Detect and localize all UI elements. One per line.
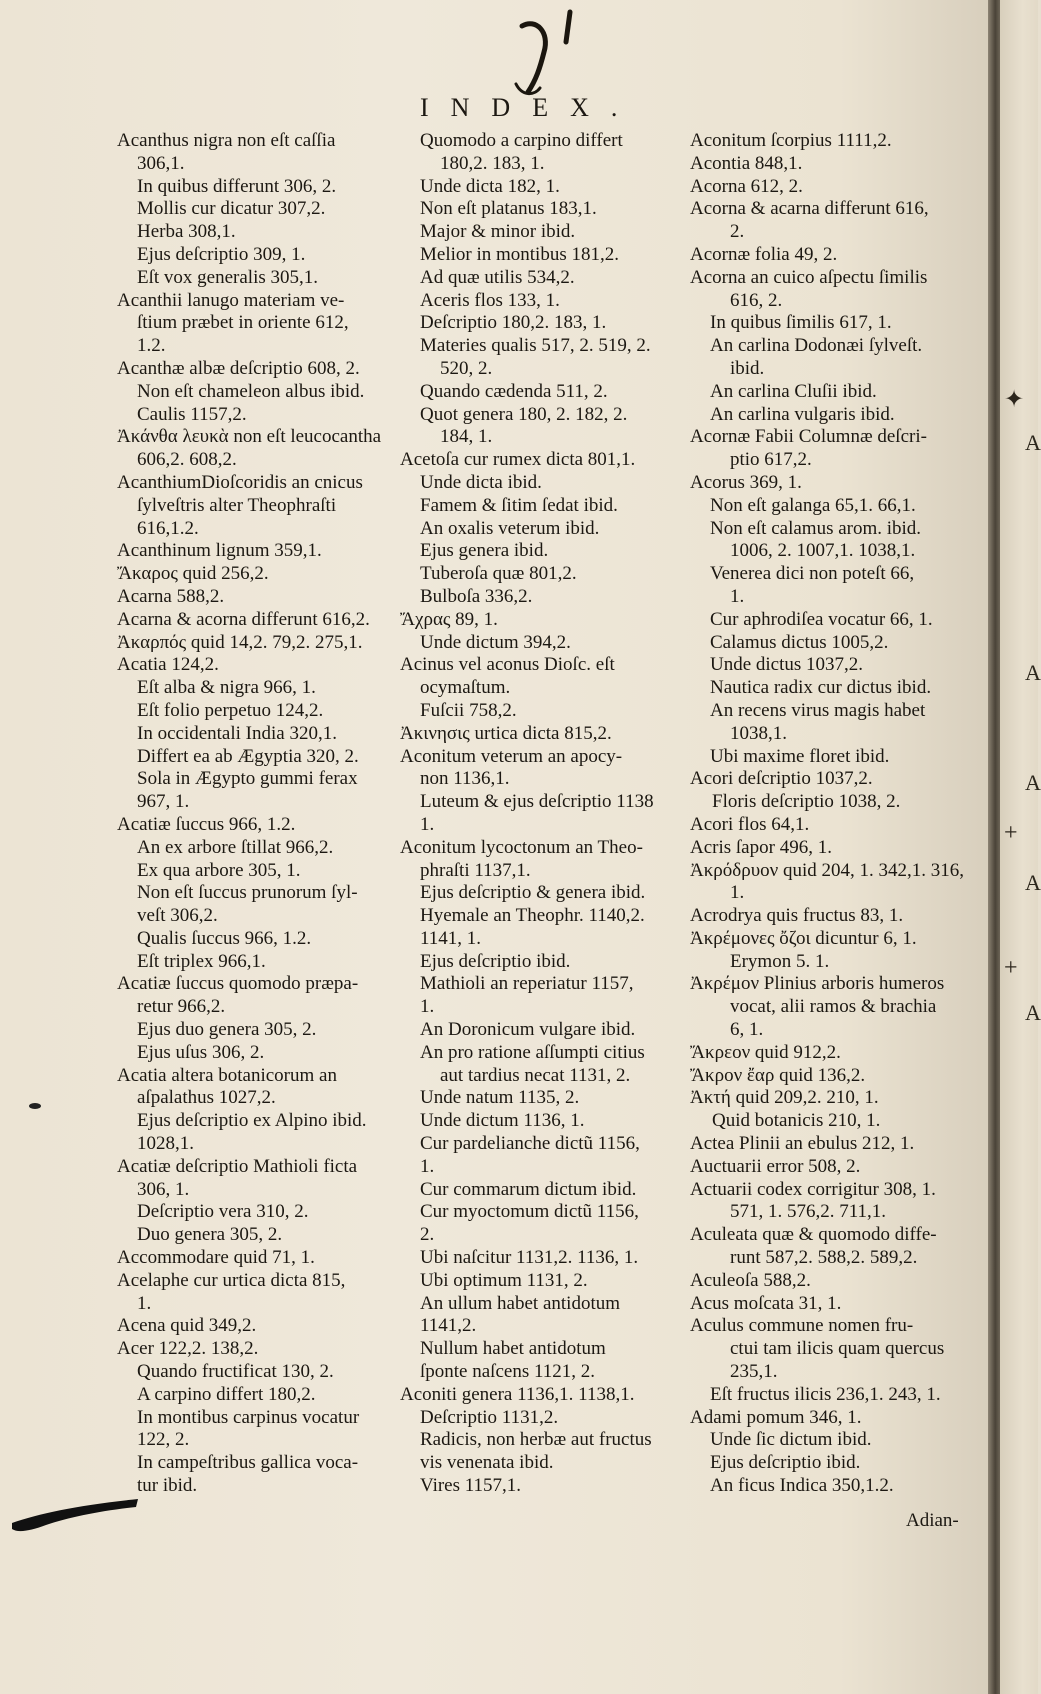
index-subentry: Aceris flos 133, 1.	[420, 289, 560, 311]
index-subentry: Nautica radix cur dictus ibid.	[710, 677, 932, 699]
index-entry: Acer 122,2. 138,2.	[117, 1338, 259, 1360]
index-subentry: 6, 1.	[730, 1019, 764, 1041]
index-column-2	[400, 130, 685, 1498]
index-entry: Ἀκαρπός quid 14,2. 79,2. 275,1.	[117, 631, 363, 653]
index-subentry: Fuſcii 758,2.	[420, 699, 517, 721]
index-entry: Acorna an cuico aſpectu ſimilis	[690, 266, 928, 288]
index-entry: Acarna 588,2.	[117, 585, 225, 607]
index-subentry: ſponte naſcens 1121, 2.	[420, 1361, 596, 1383]
index-subentry: ibid.	[730, 357, 765, 379]
index-subentry: 235,1.	[730, 1361, 778, 1383]
index-entry: Aconitum veterum an apocy-	[400, 745, 623, 767]
edge-fragment: A	[1025, 770, 1041, 795]
index-subentry: 1.2.	[137, 335, 166, 357]
index-entry: Acris ſapor 496, 1.	[690, 836, 832, 858]
index-entry: Ἄκρεον quid 912,2.	[690, 1041, 841, 1063]
index-entry: Actuarii codex corrigitur 308, 1.	[690, 1178, 936, 1200]
index-entry: Acus moſcata 31, 1.	[690, 1292, 842, 1314]
index-subentry: 2.	[730, 221, 745, 243]
index-subentry: Ejus uſus 306, 2.	[137, 1041, 265, 1063]
edge-arrow-mark: ✦	[1004, 387, 1025, 413]
index-entry: Acinus vel aconus Dioſc. eſt	[400, 654, 615, 676]
index-subentry: Floris deſcriptio 1038, 2.	[712, 791, 901, 813]
index-subentry: Deſcriptio 180,2. 183, 1.	[420, 312, 607, 334]
index-subentry: ſtium præbet in oriente 612,	[137, 312, 349, 334]
index-subentry: An carlina vulgaris ibid.	[710, 403, 895, 425]
index-subentry: Ex qua arbore 305, 1.	[137, 859, 301, 881]
index-subentry: Non eſt calamus arom. ibid.	[710, 517, 922, 539]
index-entry: Aculeoſa 588,2.	[690, 1269, 811, 1291]
index-subentry: aut tardius necat 1131, 2.	[440, 1064, 631, 1086]
signature-mark	[510, 8, 590, 98]
index-subentry: vis venenata ibid.	[420, 1452, 554, 1474]
index-entry: Acanthus nigra non eſt caſſia	[117, 130, 336, 151]
index-subentry: Quando cædenda 511, 2.	[420, 380, 608, 402]
index-column-3	[690, 130, 972, 1498]
index-subentry: Mathioli an reperiatur 1157,	[420, 973, 634, 995]
index-subentry: Radicis, non herbæ aut fructus	[420, 1429, 652, 1451]
index-subentry: Nullum habet antidotum	[420, 1338, 606, 1360]
index-entry: Aconitum ſcorpius 1111,2.	[690, 130, 892, 151]
index-subentry: Non eſt chameleon albus ibid.	[137, 380, 365, 402]
index-entry: Aculus commune nomen fru-	[690, 1315, 914, 1337]
index-subentry: 616, 2.	[730, 289, 783, 311]
index-subentry: Qualis ſuccus 966, 1.2.	[137, 927, 312, 949]
index-subentry: Ejus deſcriptio ibid.	[420, 950, 571, 972]
index-subentry: 1.	[730, 882, 745, 904]
index-subentry: Ejus deſcriptio & genera ibid.	[420, 882, 646, 904]
index-entry: Ἀκρόδρυον quid 204, 1. 342,1. 316,	[690, 859, 964, 881]
index-subentry: Sola in Ægypto gummi ferax	[137, 768, 358, 790]
index-subentry: In quibus ſimilis 617, 1.	[710, 312, 892, 334]
index-subentry: 180,2. 183, 1.	[440, 152, 545, 174]
index-entry: Acetoſa cur rumex dicta 801,1.	[400, 449, 636, 471]
index-entry: Acori flos 64,1.	[690, 813, 810, 835]
index-subentry: Caulis 1157,2.	[137, 403, 247, 425]
index-entry: Acanthii lanugo materiam ve-	[117, 289, 345, 311]
index-subentry: 184, 1.	[440, 426, 493, 448]
index-subentry: aſpalathus 1027,2.	[137, 1087, 276, 1109]
ink-speck	[28, 1102, 42, 1110]
index-subentry: An Doronicum vulgare ibid.	[420, 1019, 636, 1041]
index-entry: Acatiæ deſcriptio Mathioli ficta	[117, 1155, 358, 1177]
index-subentry: Calamus dictus 1005,2.	[710, 631, 889, 653]
index-subentry: Duo genera 305, 2.	[137, 1224, 283, 1246]
index-entry: Acatia altera botanicorum an	[117, 1064, 337, 1086]
index-entry: Ἀκινησις urtica dicta 815,2.	[400, 722, 612, 744]
index-subentry: tur ibid.	[137, 1475, 198, 1497]
index-entry: Acornæ Fabii Columnæ deſcri-	[690, 426, 927, 448]
index-subentry: Famem & ſitim ſedat ibid.	[420, 494, 618, 516]
index-subentry: 1141,2.	[420, 1315, 477, 1337]
index-subentry: 616,1.2.	[137, 517, 199, 539]
index-subentry: Deſcriptio vera 310, 2.	[137, 1201, 309, 1223]
index-subentry: Tuberoſa quæ 801,2.	[420, 563, 577, 585]
index-subentry: Cur myoctomum dictũ 1156,	[420, 1201, 639, 1223]
index-entry: Acrodrya quis fructus 83, 1.	[690, 905, 904, 927]
index-subentry: Unde natum 1135, 2.	[420, 1087, 580, 1109]
index-subentry: Unde dictus 1037,2.	[710, 654, 864, 676]
index-subentry: Ejus deſcriptio ibid.	[710, 1452, 861, 1474]
index-subentry: Bulboſa 336,2.	[420, 585, 533, 607]
index-subentry: Venerea dici non poteſt 66,	[710, 563, 915, 585]
index-entry: AcanthiumDioſcoridis an cnicus	[117, 471, 363, 493]
index-subentry: 1.	[420, 813, 435, 835]
index-entry: Ἄκρον ἔαρ quid 136,2.	[690, 1064, 866, 1086]
index-entry: Acatiæ ſuccus quomodo præpa-	[117, 973, 359, 995]
index-subentry: 606,2. 608,2.	[137, 449, 237, 471]
index-entry: Aconitum lycoctonum an Theo-	[400, 836, 643, 858]
index-subentry: 2.	[420, 1224, 435, 1246]
ink-blot	[10, 1495, 140, 1535]
page-header: INDEX.	[420, 93, 640, 122]
index-column-1	[117, 130, 397, 1498]
index-entry: Acontia 848,1.	[690, 152, 803, 174]
index-entry: Acatiæ ſuccus 966, 1.2.	[117, 813, 296, 835]
index-subentry: Unde dicta ibid.	[420, 471, 542, 493]
index-subentry: 1.	[137, 1292, 152, 1314]
index-subentry: Eſt alba & nigra 966, 1.	[137, 677, 316, 699]
index-entry: Ἀκάνθα λευκὰ non eſt leucocantha	[117, 426, 382, 448]
index-subentry: Luteum & ejus deſcriptio 1138	[420, 791, 654, 813]
index-entry: Acarna & acorna differunt 616,2.	[117, 608, 370, 630]
index-subentry: vocat, alii ramos & brachia	[730, 996, 937, 1018]
index-entry: Acornæ folia 49, 2.	[690, 243, 838, 265]
index-subentry: Non eſt platanus 183,1.	[420, 198, 597, 220]
index-subentry: phraſti 1137,1.	[420, 859, 531, 881]
index-entry: Aconiti genera 1136,1. 1138,1.	[400, 1383, 635, 1405]
index-subentry: Eſt vox generalis 305,1.	[137, 266, 318, 288]
index-subentry: In campeſtribus gallica voca-	[137, 1452, 359, 1474]
index-subentry: 1006, 2. 1007,1. 1038,1.	[730, 540, 916, 562]
index-entry: Acanthæ albæ deſcriptio 608, 2.	[117, 357, 360, 379]
index-entry: Ἄχρας 89, 1.	[400, 608, 498, 630]
index-subentry: 306,1.	[137, 152, 185, 174]
index-subentry: 1038,1.	[730, 722, 787, 744]
index-subentry: Eſt fructus ilicis 236,1. 243, 1.	[710, 1383, 941, 1405]
index-subentry: Non eſt galanga 65,1. 66,1.	[710, 494, 916, 516]
index-subentry: Melior in montibus 181,2.	[420, 243, 619, 265]
index-subentry: Ejus deſcriptio ex Alpino ibid.	[137, 1110, 367, 1132]
index-subentry: Eſt folio perpetuo 124,2.	[137, 699, 324, 721]
index-subentry: Ejus genera ibid.	[420, 540, 549, 562]
index-subentry: Materies qualis 517, 2. 519, 2.	[420, 335, 651, 357]
index-entry: Ἄκαρος quid 256,2.	[117, 563, 269, 585]
book-gutter	[988, 0, 1000, 1694]
index-subentry: Cur pardelianche dictũ 1156,	[420, 1133, 640, 1155]
index-subentry: An ficus Indica 350,1.2.	[710, 1475, 894, 1497]
index-subentry: Quando fructificat 130, 2.	[137, 1361, 334, 1383]
index-subentry: 1.	[420, 996, 435, 1018]
index-subentry: Unde dicta 182, 1.	[420, 175, 560, 197]
index-subentry: Quomodo a carpino differt	[420, 130, 623, 151]
index-subentry: 967, 1.	[137, 791, 190, 813]
index-entry: Ἀκτή quid 209,2. 210, 1.	[690, 1087, 879, 1109]
index-subentry: ocymaſtum.	[420, 677, 511, 699]
index-entry: Acena quid 349,2.	[117, 1315, 257, 1337]
index-subentry: Deſcriptio 1131,2.	[420, 1406, 559, 1428]
index-subentry: veſt 306,2.	[137, 905, 218, 927]
adjacent-page-edge	[1000, 0, 1041, 1694]
index-subentry: 520, 2.	[440, 357, 493, 379]
index-subentry: Mollis cur dicatur 307,2.	[137, 198, 326, 220]
index-subentry: Cur commarum dictum ibid.	[420, 1178, 637, 1200]
index-subentry: Hyemale an Theophr. 1140,2.	[420, 905, 645, 927]
index-entry: Acorus 369, 1.	[690, 471, 802, 493]
edge-fragment: A	[1025, 1000, 1041, 1025]
edge-fragment: A	[1025, 430, 1041, 455]
index-subentry: runt 587,2. 588,2. 589,2.	[730, 1247, 918, 1269]
index-entry: Acanthinum lignum 359,1.	[117, 540, 322, 562]
index-entry: Acelaphe cur urtica dicta 815,	[117, 1269, 346, 1291]
index-subentry: An carlina Dodonæi ſylveſt.	[710, 335, 923, 357]
index-subentry: Ubi optimum 1131, 2.	[420, 1269, 588, 1291]
index-subentry: Erymon 5. 1.	[730, 950, 830, 972]
index-subentry: 1028,1.	[137, 1133, 194, 1155]
catchword: Adian-	[906, 1510, 959, 1531]
index-subentry: Ubi maxime floret ibid.	[710, 745, 890, 767]
index-subentry: An recens virus magis habet	[710, 699, 926, 721]
edge-fragment: A	[1025, 870, 1041, 895]
index-subentry: Eſt triplex 966,1.	[137, 950, 266, 972]
index-entry: Acorna & acarna differunt 616,	[690, 198, 929, 220]
index-subentry: Herba 308,1.	[137, 221, 236, 243]
index-subentry: An ex arbore ſtillat 966,2.	[137, 836, 334, 858]
index-subentry: ſylveſtris alter Theophraſti	[137, 494, 337, 516]
index-entry: Ἀκρέμον Plinius arboris humeros	[690, 973, 945, 995]
index-subentry: Ejus duo genera 305, 2.	[137, 1019, 317, 1041]
index-subentry: ptio 617,2.	[730, 449, 812, 471]
index-subentry: Major & minor ibid.	[420, 221, 576, 243]
index-subentry: 306, 1.	[137, 1178, 190, 1200]
index-subentry: Quid botanicis 210, 1.	[712, 1110, 881, 1132]
index-subentry: Vires 1157,1.	[420, 1475, 522, 1497]
index-entry: Acorna 612, 2.	[690, 175, 803, 197]
index-subentry: Quot genera 180, 2. 182, 2.	[420, 403, 628, 425]
index-subentry: An ullum habet antidotum	[420, 1292, 621, 1314]
edge-cross-mark: +	[1004, 955, 1018, 981]
index-subentry: Unde dictum 1136, 1.	[420, 1110, 585, 1132]
index-entry: Aculeata quæ & quomodo diffe-	[690, 1224, 937, 1246]
index-subentry: Unde ſic dictum ibid.	[710, 1429, 872, 1451]
index-subentry: Differt ea ab Ægyptia 320, 2.	[137, 745, 359, 767]
index-subentry: An oxalis veterum ibid.	[420, 517, 600, 539]
index-subentry: 571, 1. 576,2. 711,1.	[730, 1201, 887, 1223]
index-subentry: An pro ratione aſſumpti citius	[420, 1041, 645, 1063]
index-entry: Actea Plinii an ebulus 212, 1.	[690, 1133, 915, 1155]
index-subentry: Cur aphrodiſea vocatur 66, 1.	[710, 608, 933, 630]
index-subentry: 122, 2.	[137, 1429, 190, 1451]
edge-cross-mark: +	[1004, 820, 1018, 846]
index-subentry: Ad quæ utilis 534,2.	[420, 266, 575, 288]
index-subentry: In quibus differunt 306, 2.	[137, 175, 337, 197]
index-entry: Acori deſcriptio 1037,2.	[690, 768, 873, 790]
index-subentry: 1.	[420, 1155, 435, 1177]
index-entry: Ἀκρέμονες ὄζοι dicuntur 6, 1.	[690, 927, 917, 949]
index-subentry: Ubi naſcitur 1131,2. 1136, 1.	[420, 1247, 639, 1269]
index-subentry: ctui tam ilicis quam quercus	[730, 1338, 945, 1360]
edge-fragment: A	[1025, 660, 1041, 685]
index-subentry: Non eſt ſuccus prunorum ſyl-	[137, 882, 358, 904]
index-entry: Auctuarii error 508, 2.	[690, 1155, 861, 1177]
index-subentry: 1141, 1.	[420, 927, 482, 949]
index-subentry: Ejus deſcriptio 309, 1.	[137, 243, 306, 265]
index-entry: Adami pomum 346, 1.	[690, 1406, 862, 1428]
index-subentry: 1.	[730, 585, 745, 607]
index-subentry: In occidentali India 320,1.	[137, 722, 337, 744]
index-subentry: Unde dictum 394,2.	[420, 631, 571, 653]
index-subentry: In montibus carpinus vocatur	[137, 1406, 360, 1428]
index-entry: Accommodare quid 71, 1.	[117, 1247, 315, 1269]
index-subentry: A carpino differt 180,2.	[137, 1383, 316, 1405]
index-subentry: An carlina Cluſii ibid.	[710, 380, 877, 402]
index-entry: Acatia 124,2.	[117, 654, 219, 676]
index-subentry: retur 966,2.	[137, 996, 226, 1018]
index-subentry: non 1136,1.	[420, 768, 510, 790]
